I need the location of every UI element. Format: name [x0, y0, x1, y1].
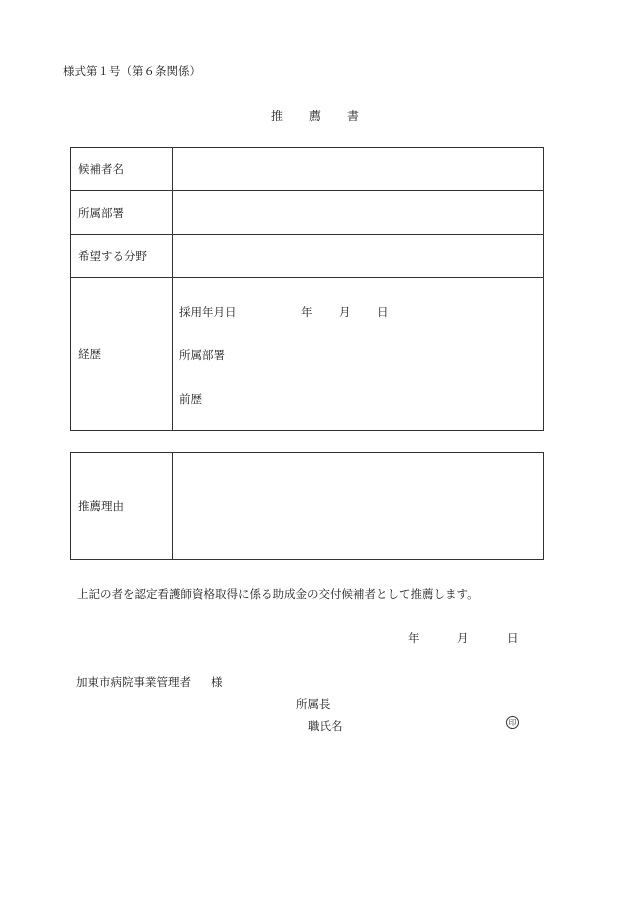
career-label: 経歴	[71, 278, 173, 431]
date-month-unit: 月	[457, 631, 469, 645]
career-department-label: 所属部署	[179, 348, 225, 362]
candidate-name-label: 候補者名	[71, 148, 173, 191]
recommendation-reason-table	[70, 452, 544, 560]
table-row	[71, 148, 544, 191]
addressee-name: 加東市病院事業管理者	[76, 675, 191, 689]
seal-icon: 印	[506, 716, 519, 729]
hire-year-unit: 年	[301, 305, 313, 319]
dept-head-label: 所属長	[296, 697, 331, 711]
hire-date-label: 採用年月日	[179, 305, 237, 319]
candidate-name-field[interactable]	[173, 148, 544, 191]
hire-date-line	[179, 304, 389, 320]
form-number-label: 様式第１号（第６条関係）	[63, 64, 201, 78]
department-field[interactable]	[173, 191, 544, 235]
signer-name-label: 職氏名	[308, 719, 343, 733]
department-label: 所属部署	[71, 191, 173, 235]
reason-field[interactable]	[173, 453, 544, 560]
date-year-unit: 年	[408, 631, 420, 645]
desired-field-input[interactable]	[173, 235, 544, 278]
reason-label: 推薦理由	[71, 453, 173, 560]
document-title: 推薦書	[270, 109, 385, 123]
date-day-unit: 日	[507, 631, 519, 645]
recommendation-statement: 上記の者を認定看護師資格取得に係る助成金の交付候補者として推薦します。	[77, 587, 479, 601]
hire-day-unit: 日	[377, 305, 389, 319]
addressee-honorific: 様	[211, 675, 223, 689]
hire-month-unit: 月	[339, 305, 351, 319]
table-row	[71, 235, 544, 278]
career-field[interactable]	[173, 278, 544, 431]
table-row	[71, 191, 544, 235]
candidate-info-table	[70, 147, 544, 431]
table-row	[71, 453, 544, 560]
desired-field-label: 希望する分野	[71, 235, 173, 278]
table-row	[71, 278, 544, 431]
prior-career-label: 前歴	[179, 392, 202, 406]
